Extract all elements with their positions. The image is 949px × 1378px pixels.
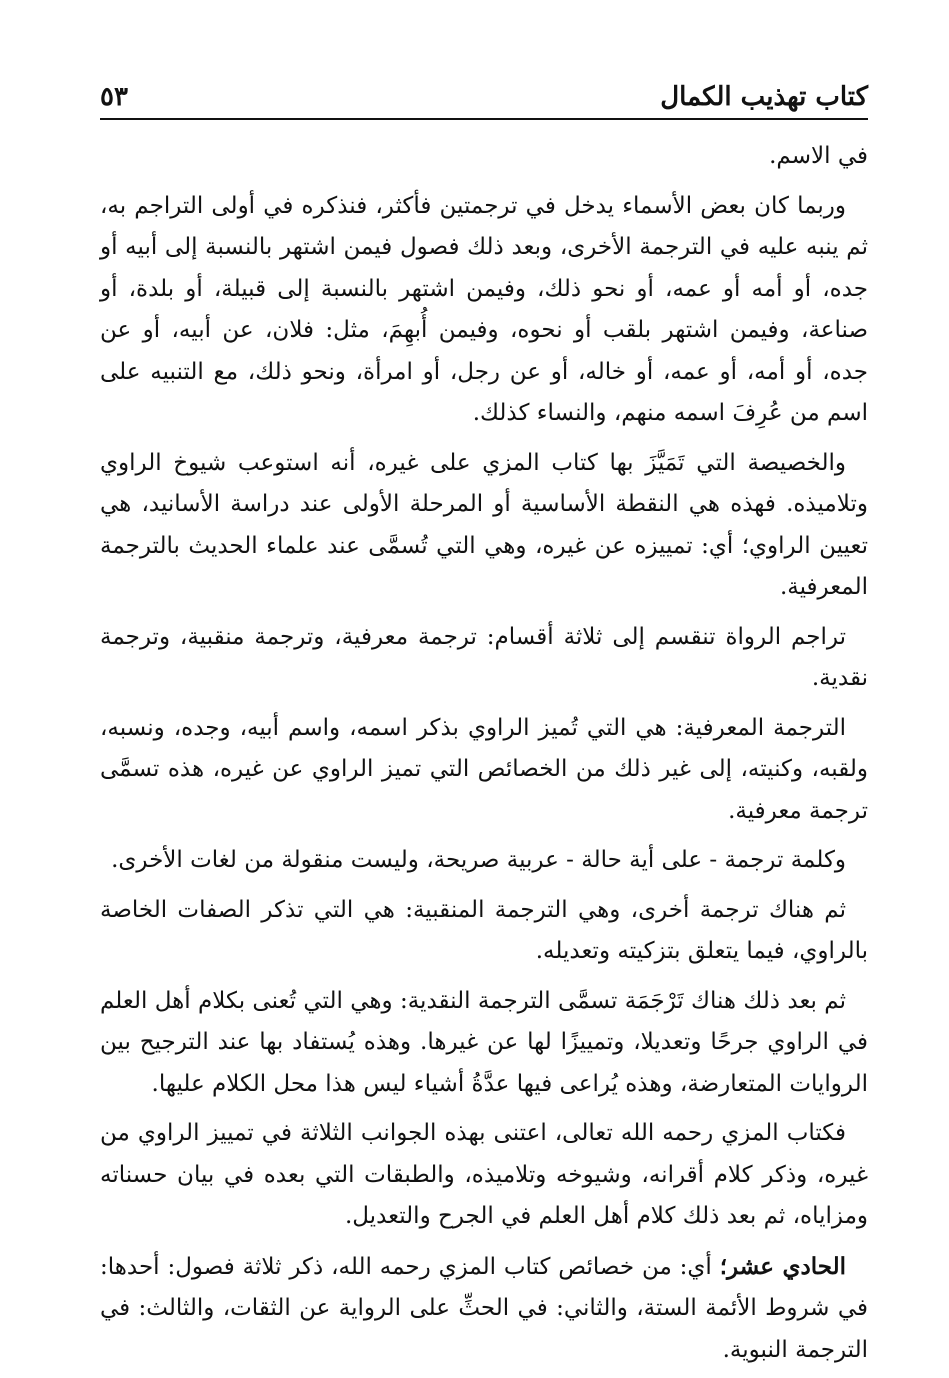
paragraph: ثم هناك ترجمة أخرى، وهي الترجمة المنقبية: هي التي تذكر الصفات الخاصة بالراوي، فيما يتعلق بتزكيته وتعديله. — [100, 896, 868, 964]
paragraph: وكلمة ترجمة - على أية حالة - عربية صريحة، وليست منقولة من لغات الأخرى. — [111, 847, 846, 873]
paragraph: والخصيصة التي تَمَيَّزَ بها كتاب المزي على غيره، أنه استوعب شيوخ الراوي وتلاميذه. فهذه هي النقطة الأساسية أو المرحلة الأولى عند دراسة الأسانيد، هي تعيين الراوي؛ أي: تمييزه عن غيره، وهي التي تُسمَّى عند علماء الحديث بالترجمة المعرفية. — [100, 449, 868, 600]
paragraph: تراجم الرواة تنقسم إلى ثلاثة أقسام: ترجمة معرفية، وترجمة منقبية، وترجمة نقدية. — [100, 623, 868, 691]
body-text — [100, 136, 868, 1371]
paragraph — [100, 1246, 868, 1372]
book-page — [100, 68, 868, 1363]
paragraph: الترجمة المعرفية: هي التي تُميز الراوي بذكر اسمه، واسم أبيه، وجده، ونسبه، ولقبه، وكنيته، إلى غير ذلك من الخصائص التي تميز الراوي عن غيره، هذه تسمَّى ترجمة معرفية. — [100, 714, 868, 824]
page-number: ٥٣ — [100, 82, 128, 112]
paragraph: ثم بعد ذلك هناك تَرْجَمَة تسمَّى الترجمة النقدية: وهي التي تُعنى بكلام أهل العلم في الراوي جرحًا وتعديلا، وتمييزًا لها عن غيرها. وهذه يُستفاد بها عند الترجيح بين الروايات المتعارضة، وهذه يُراعى فيها عدَّةُ أشياء ليس هذا محل الكلام عليها. — [100, 987, 868, 1097]
paragraph: وربما كان بعض الأسماء يدخل في ترجمتين فأكثر، فنذكره في أولى التراجم به، ثم ينبه عليه في الترجمة الأخرى، وبعد ذلك فصول فيمن اشتهر بالنسبة إلى أبيه أو جده، أو أمه أو عمه، أو نحو ذلك، وفيمن اشتهر بالنسبة إلى قبيلة، أو بلدة، أو صناعة، وفيمن اشتهر بلقب أو نحوه، وفيمن أُبهِمَ، مثل: فلان، عن أبيه، أو عن جده، أو أمه، أو عمه، أو خاله، أو عن رجل، أو امرأة، ونحو ذلك، مع التنبيه على اسم من عُرِفَ اسمه منهم، والنساء كذلك. — [100, 192, 868, 426]
running-header — [100, 68, 868, 120]
paragraph: في الاسم. — [769, 143, 868, 169]
paragraph-text: أي: من خصائص كتاب المزي رحمه الله، ذكر ثلاثة فصول: أحدها: في شروط الأئمة الستة، والثاني: في الحثِّ على الرواية عن الثقات، والثالث: في الترجمة النبوية. — [100, 1253, 868, 1363]
paragraph: فكتاب المزي رحمه الله تعالى، اعتنى بهذه الجوانب الثلاثة في تمييز الراوي من غيره، وذكر كلام أقرانه، وشيوخه وتلاميذه، والطبقات التي بعده في بيان حسناته ومزاياه، ثم بعد ذلك كلام أهل العلم في الجرح والتعديل. — [100, 1120, 868, 1229]
paragraph-lead-term: الحادي عشر؛ — [719, 1252, 847, 1280]
book-title: كتاب تهذيب الكمال — [660, 82, 868, 112]
